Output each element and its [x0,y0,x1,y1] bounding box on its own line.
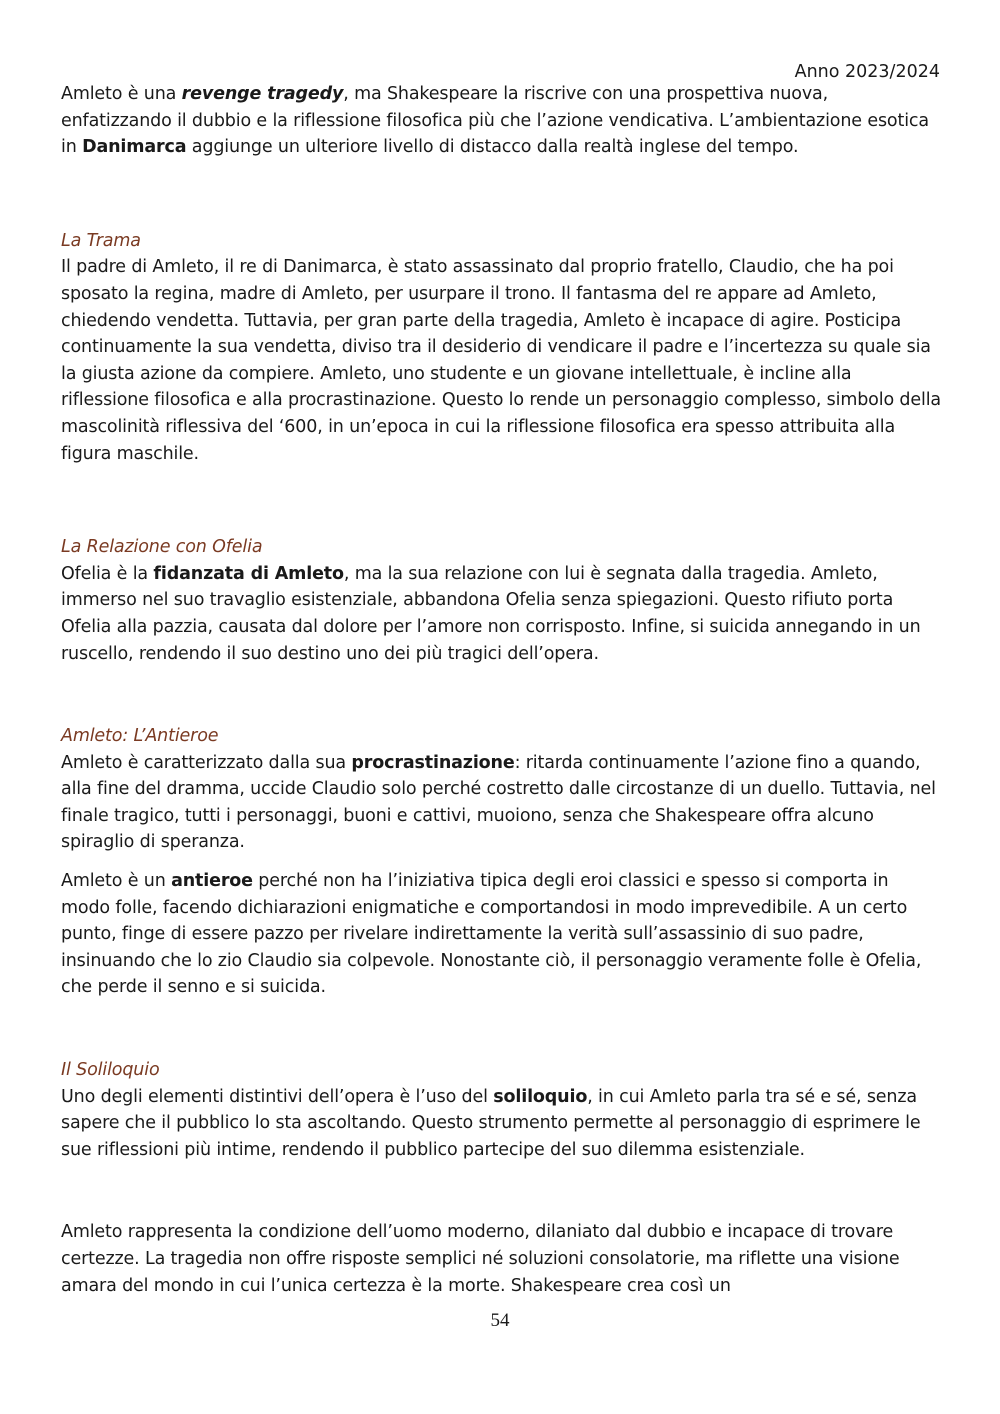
section-heading-trama: La Trama [61,230,141,251]
intro-bold-revenge-tragedy: revenge tragedy [181,84,344,104]
antieroe-paragraph-1 [61,750,941,856]
conclusion-paragraph: Amleto rappresenta la condizione dell’uomo moderno, dilaniato dal dubbio e incapace di trovare certezze. La tragedia non offre risposte semplici né soluzioni consolatorie, ma riflette una visione amara del mondo in cui l’unica certezza è la morte. Shakespeare crea così un [61,1222,900,1296]
trama-paragraph: Il padre di Amleto, il re di Danimarca, è stato assassinato dal proprio fratello, Claudio, che ha poi sposato la regina, madre di Amleto, per usurpare il trono. Il fantasma del re appare ad Amleto, chiedendo vendetta. Tuttavia, per gran parte della tragedia, Amleto è incapace di agire. Posticipa continuamente la sua vendetta, diviso tra il desiderio di vendicare il padre e l’incertezza su quale sia la giusta azione da compiere. Amleto, uno studente e un giovane intellettuale, è incline alla riflessione filosofica e alla procrastinazione. Questo lo rende un personaggio complesso, simbolo della mascolinità riflessiva del ‘600, in un’epoca in cui la riflessione filosofica era spesso attribuita alla figura maschile. [61,257,941,464]
ofelia-bold-fidanzata: fidanzata di Amleto [153,563,344,584]
antieroe-p2-text-2: perché non ha l’iniziativa tipica degli eroi classici e spesso si comporta in modo folle, facendo dichiarazioni enigmatiche e comportandosi in modo imprevedibile. A un certo punto, finge di essere pazzo per rivelare indirettamente la verità sull’assassinio di suo padre, insinuando che lo zio Claudio sia colpevole. Nonostante ciò, il personaggio veramente folle è Ofelia, che perde il senno e si suicida. [61,871,922,998]
antieroe-p1-text-1: Amleto è caratterizzato dalla sua [61,752,352,773]
ofelia-text-1: Ofelia è la [61,563,154,584]
intro-paragraph [61,81,941,161]
document-body [61,81,941,1299]
soliloquio-paragraph [61,1084,941,1164]
intro-text-1: Amleto è una [61,84,182,104]
soliloquio-text-1: Uno degli elementi distintivi dell’opera è l’uso del [61,1086,494,1107]
intro-text-3: aggiunge un ulteriore livello di distacco dalla realtà inglese del tempo. [186,137,799,158]
soliloquio-text-2: , in cui Amleto parla tra sé e sé, senza sapere che il pubblico lo sta ascoltando. Questo strumento permette al personaggio di esprimere le sue riflessioni più intime, rendendo il pubblico partecipe del suo dilemma esistenziale. [61,1086,921,1160]
section-heading-ofelia: La Relazione con Ofelia [61,537,263,558]
intro-text-2: , ma Shakespeare la riscrive con una prospettiva nuova, enfatizzando il dubbio e la riflessione filosofica più che l’azione vendicativa. L’ambientazione esotica in [61,84,929,158]
ofelia-text-2: , ma la sua relazione con lui è segnata dalla tragedia. Amleto, immerso nel suo travaglio esistenziale, abbandona Ofelia senza spiegazioni. Questo rifiuto porta Ofelia alla pazzia, causata dal dolore per l’amore non corrisposto. Infine, si suicida annegando in un ruscello, rendendo il suo destino uno dei più tragici dell’opera. [61,563,921,664]
page-number: 54 [490,1310,510,1331]
antieroe-p1-text-2: : ritarda continuamente l’azione fino a quando, alla fine del dramma, uccide Claudio solo perché costretto dalle circostanze di un duello. Tuttavia, nel finale tragico, tutti i personaggi, buoni e cattivi, muoiono, senza che Shakespeare offra alcuno spiraglio di speranza. [61,752,936,853]
ofelia-paragraph [61,561,941,667]
intro-bold-danimarca: Danimarca [82,137,187,158]
soliloquio-bold-soliloquio: soliloquio [493,1086,588,1107]
antieroe-bold-procrastinazione: procrastinazione [351,752,515,773]
antieroe-p2-text-1: Amleto è un [61,871,172,892]
page-header-year: Anno 2023/2024 [794,62,940,82]
section-heading-antieroe: Amleto: L’Antieroe [61,726,219,747]
antieroe-bold-antieroe: antieroe [171,871,253,892]
antieroe-paragraph-2 [61,868,941,1001]
section-heading-soliloquio: Il Soliloquio [61,1060,160,1081]
